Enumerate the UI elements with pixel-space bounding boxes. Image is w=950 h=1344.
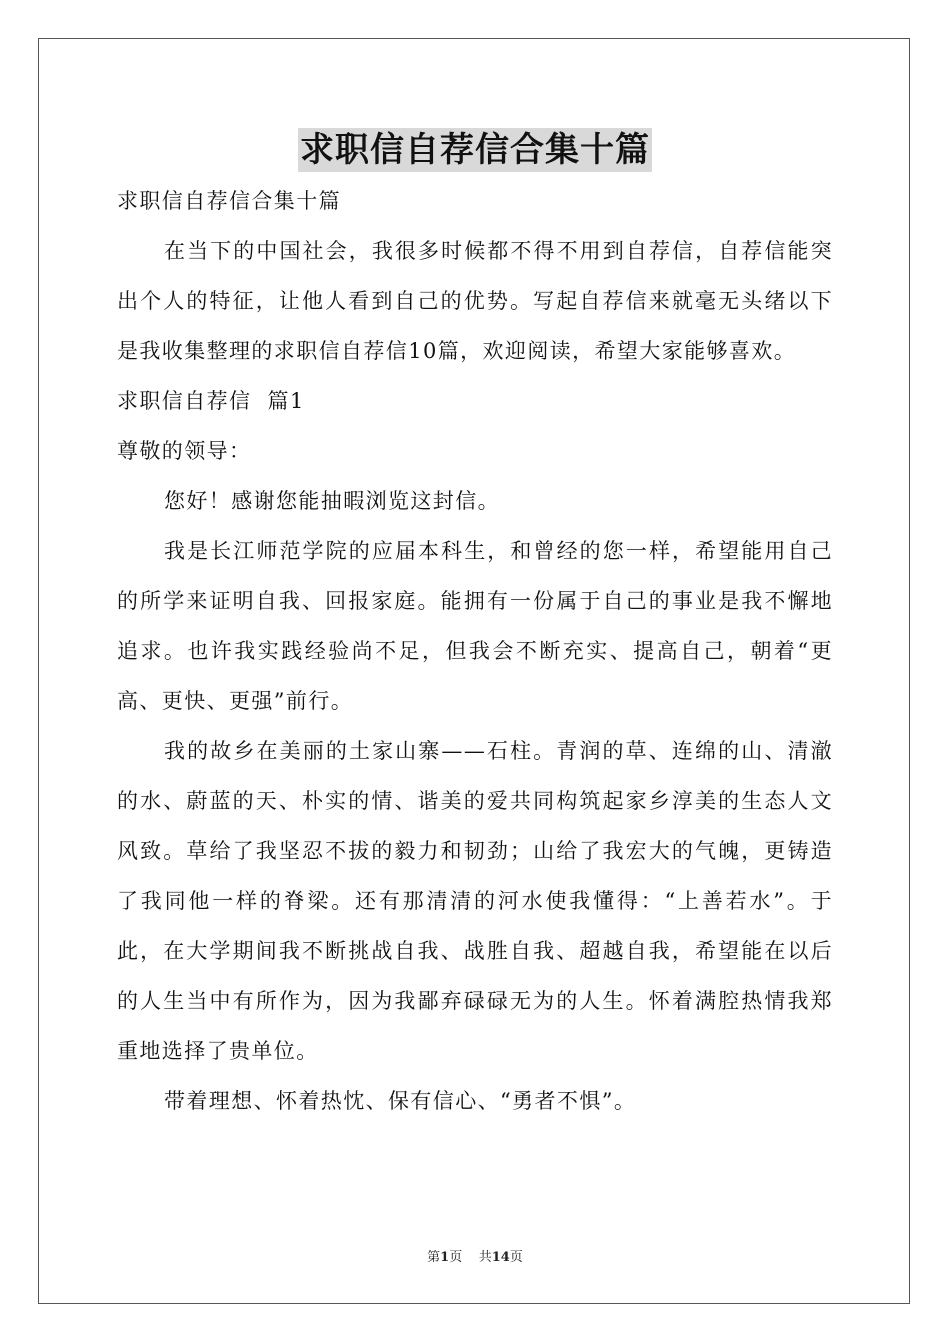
hometown-paragraph: 我的故乡在美丽的土家山寨——石柱。青润的草、连绵的山、清澈的水、蔚蓝的天、朴实的情、谐美的爱共同构筑起家乡淳美的生态人文风致。草给了我坚忍不拔的毅力和韧劲；山给了我宏大的气魄，更铸造了我同他一样的脊梁。还有那清清的河水使我懂得：“上善若水”。于此，在大学期间我不断挑战自我、战胜自我、超越自我，希望能在以后的人生当中有所作为，因为我鄙弃碌碌无为的人生。怀着满腔热情我郑重地选择了贵单位。 xyxy=(117,739,833,1063)
document-body xyxy=(117,176,833,1126)
letter-heading: 求职信自荐信 篇1 xyxy=(117,389,305,413)
title-container xyxy=(0,128,950,172)
page-suffix: 页 xyxy=(449,1250,463,1265)
page-prefix: 第 xyxy=(427,1250,441,1265)
document-subtitle: 求职信自荐信合集十篇 xyxy=(117,189,341,213)
self-introduction-paragraph: 我是长江师范学院的应届本科生，和曾经的您一样，希望能用自己的所学来证明自我、回报家庭。能拥有一份属于自己的事业是我不懈地追求。也许我实践经验尚不足，但我会不断充实、提高自己，朝着“更高、更快、更强”前行。 xyxy=(117,539,833,713)
page-number: 1 xyxy=(440,1250,450,1265)
total-suffix: 页 xyxy=(509,1250,523,1265)
closing-paragraph: 带着理想、怀着热忱、保有信心、“勇者不惧”。 xyxy=(164,1089,637,1113)
intro-paragraph: 在当下的中国社会，我很多时候都不得不用到自荐信，自荐信能突出个人的特征，让他人看到自己的优势。写起自荐信来就毫无头绪以下是我收集整理的求职信自荐信10篇，欢迎阅读，希望大家能够喜欢。 xyxy=(117,239,833,363)
total-prefix: 共 xyxy=(478,1250,492,1265)
document-title: 求职信自荐信合集十篇 xyxy=(300,130,650,170)
page-footer xyxy=(0,1246,950,1265)
total-pages: 14 xyxy=(491,1250,510,1265)
salutation: 尊敬的领导： xyxy=(117,439,252,463)
greeting-paragraph: 您好！感谢您能抽暇浏览这封信。 xyxy=(164,489,500,513)
